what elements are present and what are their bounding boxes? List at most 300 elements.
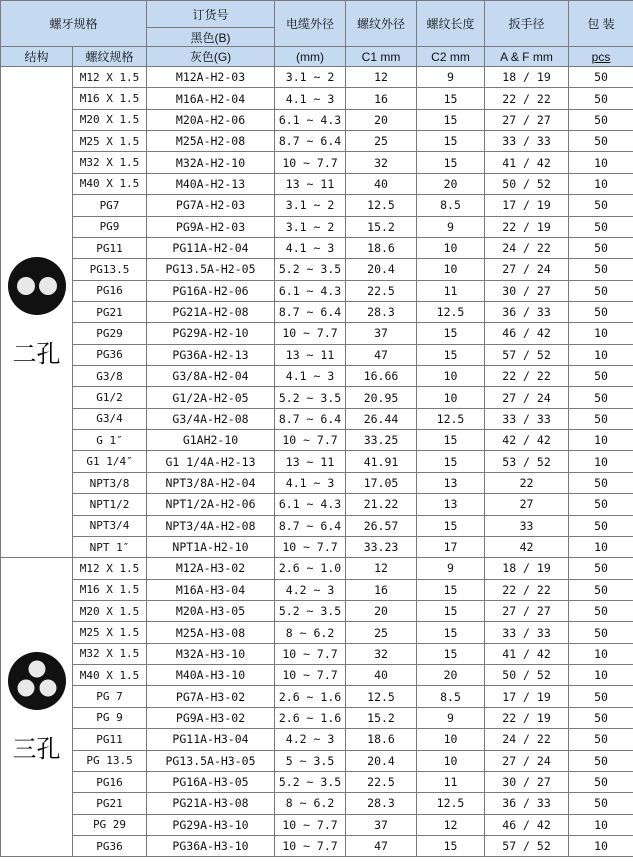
- table-row: [1, 665, 633, 686]
- packing-cell: 10: [569, 835, 633, 856]
- wrench-cell: 22 / 22: [485, 579, 569, 600]
- cable-od-cell: 4.1 ~ 3: [275, 237, 346, 258]
- order-no-header: 订货号: [147, 1, 275, 28]
- order-no-cell: M25A-H3-08: [147, 622, 275, 643]
- packing-cell: 50: [569, 472, 633, 493]
- thread-len-cell: 15: [417, 600, 485, 621]
- thread-spec-cell: PG29: [73, 323, 147, 344]
- thread-len-cell: 12.5: [417, 301, 485, 322]
- cable-od-cell: 5.2 ~ 3.5: [275, 259, 346, 280]
- thread-od-cell: 21.22: [346, 494, 417, 515]
- order-no-cell: PG9A-H2-03: [147, 216, 275, 237]
- thread-spec-cell: PG9: [73, 216, 147, 237]
- wrench-cell: 36 / 33: [485, 301, 569, 322]
- order-no-cell: PG29A-H3-10: [147, 814, 275, 835]
- thread-len-cell: 12.5: [417, 793, 485, 814]
- c2-header: C2 mm: [417, 47, 485, 67]
- order-no-cell: PG11A-H2-04: [147, 237, 275, 258]
- order-no-cell: M40A-H3-10: [147, 665, 275, 686]
- thread-od-cell: 32: [346, 643, 417, 664]
- order-no-cell: M32A-H3-10: [147, 643, 275, 664]
- order-no-cell: PG7A-H2-03: [147, 195, 275, 216]
- thread-od-cell: 40: [346, 173, 417, 194]
- table-row: [1, 237, 633, 258]
- thread-od-cell: 20.95: [346, 387, 417, 408]
- packing-cell: 10: [569, 665, 633, 686]
- wrench-cell: 22 / 22: [485, 366, 569, 387]
- thread-len-cell: 10: [417, 729, 485, 750]
- wrench-cell: 18 / 19: [485, 558, 569, 579]
- cable-od-cell: 2.6 ~ 1.0: [275, 558, 346, 579]
- cable-od-cell: 4.1 ~ 3: [275, 88, 346, 109]
- packing-header: 包 装: [569, 1, 633, 47]
- thread-len-cell: 15: [417, 515, 485, 536]
- black-header: 黑色(B): [147, 28, 275, 47]
- order-no-cell: G3/4A-H2-08: [147, 408, 275, 429]
- table-row: [1, 622, 633, 643]
- thread-od-cell: 28.3: [346, 793, 417, 814]
- cable-od-cell: 8.7 ~ 6.4: [275, 515, 346, 536]
- packing-cell: 50: [569, 558, 633, 579]
- thread-len-header: 螺纹长度: [417, 1, 485, 47]
- order-no-cell: M12A-H2-03: [147, 67, 275, 88]
- cable-od-cell: 2.6 ~ 1.6: [275, 707, 346, 728]
- thread-len-cell: 10: [417, 237, 485, 258]
- wrench-cell: 33: [485, 515, 569, 536]
- thread-spec-cell: G3/4: [73, 408, 147, 429]
- packing-cell: 50: [569, 88, 633, 109]
- cable-od-cell: 3.1 ~ 2: [275, 216, 346, 237]
- cable-od-cell: 10 ~ 7.7: [275, 152, 346, 173]
- order-no-cell: PG21A-H2-08: [147, 301, 275, 322]
- thread-od-cell: 22.5: [346, 280, 417, 301]
- table-row: [1, 515, 633, 536]
- order-no-cell: PG21A-H3-08: [147, 793, 275, 814]
- thread-od-cell: 12: [346, 67, 417, 88]
- thread-od-cell: 16: [346, 579, 417, 600]
- thread-spec-cell: PG 29: [73, 814, 147, 835]
- thread-spec-cell: PG7: [73, 195, 147, 216]
- thread-spec-cell: M25 X 1.5: [73, 622, 147, 643]
- thread-spec-cell: PG16: [73, 280, 147, 301]
- order-no-cell: PG9A-H3-02: [147, 707, 275, 728]
- structure-header: 结构: [1, 47, 73, 67]
- three-hole-icon: [6, 650, 68, 715]
- wrench-cell: 46 / 42: [485, 814, 569, 835]
- packing-cell: 50: [569, 387, 633, 408]
- table-row: [1, 344, 633, 365]
- thread-spec-cell: PG 7: [73, 686, 147, 707]
- cable-od-cell: 10 ~ 7.7: [275, 323, 346, 344]
- thread-od-cell: 37: [346, 814, 417, 835]
- order-no-cell: PG16A-H3-05: [147, 771, 275, 792]
- order-no-cell: M40A-H2-13: [147, 173, 275, 194]
- table-row: [1, 195, 633, 216]
- thread-len-cell: 15: [417, 109, 485, 130]
- wrench-cell: 24 / 22: [485, 237, 569, 258]
- wrench-cell: 22: [485, 472, 569, 493]
- thread-od-header: 螺纹外径: [346, 1, 417, 47]
- thread-spec-cell: PG21: [73, 301, 147, 322]
- thread-len-cell: 15: [417, 323, 485, 344]
- table-row: [1, 750, 633, 771]
- thread-od-cell: 41.91: [346, 451, 417, 472]
- thread-len-cell: 10: [417, 259, 485, 280]
- packing-cell: 50: [569, 793, 633, 814]
- table-row: [1, 280, 633, 301]
- table-row: [1, 814, 633, 835]
- thread-od-cell: 26.57: [346, 515, 417, 536]
- cable-od-cell: 5 ~ 3.5: [275, 750, 346, 771]
- order-no-cell: G1AH2-10: [147, 430, 275, 451]
- grey-header: 灰色(G): [147, 47, 275, 67]
- wrench-cell: 33 / 33: [485, 622, 569, 643]
- table-row: [1, 643, 633, 664]
- cable-od-cell: 13 ~ 11: [275, 451, 346, 472]
- cable-od-cell: 4.1 ~ 3: [275, 366, 346, 387]
- thread-spec-cell: NPT3/8: [73, 472, 147, 493]
- thread-len-cell: 15: [417, 622, 485, 643]
- cable-od-cell: 13 ~ 11: [275, 173, 346, 194]
- thread-spec-cell: PG13.5: [73, 259, 147, 280]
- thread-spec-cell: PG11: [73, 237, 147, 258]
- table-row: [1, 835, 633, 856]
- table-row: [1, 430, 633, 451]
- thread-spec-cell: PG36: [73, 344, 147, 365]
- wrench-cell: 33 / 33: [485, 131, 569, 152]
- thread-spec-cell: G3/8: [73, 366, 147, 387]
- header-row-3: [1, 47, 633, 67]
- packing-cell: 10: [569, 323, 633, 344]
- af-header: A & F mm: [485, 47, 569, 67]
- cable-od-cell: 5.2 ~ 3.5: [275, 771, 346, 792]
- packing-cell: 50: [569, 67, 633, 88]
- packing-cell: 10: [569, 643, 633, 664]
- wrench-cell: 24 / 22: [485, 729, 569, 750]
- table-row: [1, 109, 633, 130]
- order-no-cell: G3/8A-H2-04: [147, 366, 275, 387]
- wrench-cell: 42 / 42: [485, 430, 569, 451]
- order-no-cell: M16A-H2-04: [147, 88, 275, 109]
- thread-len-cell: 15: [417, 344, 485, 365]
- thread-spec-cell: PG 13.5: [73, 750, 147, 771]
- thread-len-cell: 11: [417, 280, 485, 301]
- wrench-cell: 27 / 24: [485, 750, 569, 771]
- thread-od-cell: 32: [346, 152, 417, 173]
- packing-cell: 50: [569, 259, 633, 280]
- thread-spec-cell: M16 X 1.5: [73, 88, 147, 109]
- table-row: [1, 323, 633, 344]
- packing-cell: 10: [569, 173, 633, 194]
- thread-od-cell: 12: [346, 558, 417, 579]
- wrench-cell: 50 / 52: [485, 173, 569, 194]
- order-no-cell: M16A-H3-04: [147, 579, 275, 600]
- wrench-cell: 50 / 52: [485, 665, 569, 686]
- thread-len-cell: 10: [417, 366, 485, 387]
- packing-cell: 50: [569, 280, 633, 301]
- packing-cell: 50: [569, 237, 633, 258]
- cable-od-cell: 8.7 ~ 6.4: [275, 131, 346, 152]
- wrench-cell: 57 / 52: [485, 344, 569, 365]
- thread-od-cell: 28.3: [346, 301, 417, 322]
- thread-spec-cell: PG11: [73, 729, 147, 750]
- wrench-cell: 41 / 42: [485, 643, 569, 664]
- cable-od-cell: 8 ~ 6.2: [275, 793, 346, 814]
- thread-od-cell: 25: [346, 622, 417, 643]
- thread-od-cell: 26.44: [346, 408, 417, 429]
- wrench-cell: 57 / 52: [485, 835, 569, 856]
- packing-cell: 50: [569, 686, 633, 707]
- wrench-cell: 17 / 19: [485, 686, 569, 707]
- thread-len-cell: 12: [417, 814, 485, 835]
- table-row: [1, 216, 633, 237]
- thread-od-cell: 47: [346, 835, 417, 856]
- table-row: [1, 259, 633, 280]
- packing-cell: 50: [569, 131, 633, 152]
- order-no-cell: G1/2A-H2-05: [147, 387, 275, 408]
- thread-len-cell: 9: [417, 67, 485, 88]
- order-no-cell: NPT1/2A-H2-06: [147, 494, 275, 515]
- wrench-cell: 30 / 27: [485, 771, 569, 792]
- thread-spec-cell: M12 X 1.5: [73, 558, 147, 579]
- table-row: [1, 600, 633, 621]
- packing-cell: 10: [569, 814, 633, 835]
- thread-spec-cell: M20 X 1.5: [73, 109, 147, 130]
- thread-spec-cell: NPT3/4: [73, 515, 147, 536]
- order-no-cell: M20A-H2-06: [147, 109, 275, 130]
- cable-od-cell: 6.1 ~ 4.3: [275, 109, 346, 130]
- cable-od-cell: 5.2 ~ 3.5: [275, 600, 346, 621]
- thread-od-cell: 12.5: [346, 686, 417, 707]
- cable-od-cell: 6.1 ~ 4.3: [275, 494, 346, 515]
- packing-cell: 50: [569, 494, 633, 515]
- thread-spec-cell: G1/2: [73, 387, 147, 408]
- order-no-cell: PG13.5A-H3-05: [147, 750, 275, 771]
- table-row: [1, 67, 633, 88]
- thread-spec-cell: M32 X 1.5: [73, 643, 147, 664]
- thread-len-cell: 10: [417, 750, 485, 771]
- order-no-cell: PG7A-H3-02: [147, 686, 275, 707]
- packing-cell: 10: [569, 451, 633, 472]
- thread-len-cell: 15: [417, 152, 485, 173]
- order-no-cell: PG36A-H2-13: [147, 344, 275, 365]
- thread-spec-cell: NPT1/2: [73, 494, 147, 515]
- packing-cell: 50: [569, 366, 633, 387]
- thread-len-cell: 20: [417, 665, 485, 686]
- thread-spec-cell: M32 X 1.5: [73, 152, 147, 173]
- packing-cell: 50: [569, 600, 633, 621]
- cable-od-cell: 4.1 ~ 3: [275, 472, 346, 493]
- thread-len-cell: 20: [417, 173, 485, 194]
- cable-od-cell: 8.7 ~ 6.4: [275, 301, 346, 322]
- thread-spec-cell: M40 X 1.5: [73, 665, 147, 686]
- table-row: [1, 536, 633, 557]
- cable-od-cell: 3.1 ~ 2: [275, 195, 346, 216]
- two-hole-icon: [6, 255, 68, 320]
- thread-od-cell: 12.5: [346, 195, 417, 216]
- thread-od-cell: 37: [346, 323, 417, 344]
- thread-len-cell: 13: [417, 472, 485, 493]
- cable-od-header: 电缆外径: [275, 1, 346, 47]
- structure-label: 二孔: [12, 340, 61, 369]
- wrench-cell: 27: [485, 494, 569, 515]
- thread-spec-cell: NPT 1″: [73, 536, 147, 557]
- table-row: [1, 558, 633, 579]
- table-row: [1, 301, 633, 322]
- cable-od-cell: 13 ~ 11: [275, 344, 346, 365]
- thread-od-cell: 20.4: [346, 259, 417, 280]
- order-no-cell: M20A-H3-05: [147, 600, 275, 621]
- table-row: [1, 494, 633, 515]
- cable-od-cell: 2.6 ~ 1.6: [275, 686, 346, 707]
- packing-cell: 50: [569, 515, 633, 536]
- thread-od-cell: 20: [346, 109, 417, 130]
- wrench-cell: 27 / 27: [485, 109, 569, 130]
- thread-od-cell: 40: [346, 665, 417, 686]
- table-row: [1, 131, 633, 152]
- thread-od-cell: 25: [346, 131, 417, 152]
- cable-od-cell: 5.2 ~ 3.5: [275, 387, 346, 408]
- thread-od-cell: 17.05: [346, 472, 417, 493]
- wrench-cell: 27 / 24: [485, 259, 569, 280]
- table-row: [1, 387, 633, 408]
- structure-cell: [1, 558, 73, 857]
- thread-len-cell: 15: [417, 835, 485, 856]
- order-no-cell: M32A-H2-10: [147, 152, 275, 173]
- wrench-cell: 27 / 27: [485, 600, 569, 621]
- order-no-cell: PG11A-H3-04: [147, 729, 275, 750]
- packing-cell: 50: [569, 707, 633, 728]
- thread-spec-cell: PG 9: [73, 707, 147, 728]
- packing-cell: 50: [569, 216, 633, 237]
- thread-spec-cell: M40 X 1.5: [73, 173, 147, 194]
- thread-spec-cell: PG21: [73, 793, 147, 814]
- cable-od-cell: 10 ~ 7.7: [275, 643, 346, 664]
- order-no-cell: M12A-H3-02: [147, 558, 275, 579]
- cable-od-cell: 4.2 ~ 3: [275, 729, 346, 750]
- thread-spec-cell: M16 X 1.5: [73, 579, 147, 600]
- packing-cell: 50: [569, 109, 633, 130]
- thread-spec-cell: PG36: [73, 835, 147, 856]
- table-row: [1, 771, 633, 792]
- thread-od-cell: 16.66: [346, 366, 417, 387]
- thread-len-cell: 15: [417, 430, 485, 451]
- thread-spec-cell: G1 1/4″: [73, 451, 147, 472]
- wrench-cell: 22 / 22: [485, 88, 569, 109]
- table-row: [1, 793, 633, 814]
- wrench-cell: 33 / 33: [485, 408, 569, 429]
- order-no-cell: NPT3/8A-H2-04: [147, 472, 275, 493]
- table-row: [1, 686, 633, 707]
- header-row-1: [1, 1, 633, 28]
- thread-len-cell: 9: [417, 216, 485, 237]
- wrench-cell: 22 / 19: [485, 216, 569, 237]
- packing-cell: 50: [569, 195, 633, 216]
- wrench-cell: 27 / 24: [485, 387, 569, 408]
- order-no-cell: PG29A-H2-10: [147, 323, 275, 344]
- wrench-cell: 18 / 19: [485, 67, 569, 88]
- table-row: [1, 152, 633, 173]
- packing-cell: 10: [569, 152, 633, 173]
- thread-len-cell: 10: [417, 387, 485, 408]
- thread-spec-group-header: 螺牙规格: [1, 1, 147, 47]
- order-no-cell: NPT3/4A-H2-08: [147, 515, 275, 536]
- thread-len-cell: 15: [417, 131, 485, 152]
- table-row: [1, 579, 633, 600]
- order-no-cell: PG36A-H3-10: [147, 835, 275, 856]
- thread-spec-cell: PG16: [73, 771, 147, 792]
- thread-od-cell: 20: [346, 600, 417, 621]
- packing-cell: 50: [569, 622, 633, 643]
- order-no-cell: PG16A-H2-06: [147, 280, 275, 301]
- cable-od-cell: 10 ~ 7.7: [275, 536, 346, 557]
- thread-len-cell: 15: [417, 579, 485, 600]
- packing-cell: 10: [569, 344, 633, 365]
- thread-len-cell: 12.5: [417, 408, 485, 429]
- table-row: [1, 366, 633, 387]
- table-row: [1, 88, 633, 109]
- cable-od-cell: 6.1 ~ 4.3: [275, 280, 346, 301]
- thread-spec-cell: G 1″: [73, 430, 147, 451]
- thread-len-cell: 15: [417, 451, 485, 472]
- order-no-cell: M25A-H2-08: [147, 131, 275, 152]
- wrench-header: 扳手径: [485, 1, 569, 47]
- thread-len-cell: 15: [417, 643, 485, 664]
- table-row: [1, 729, 633, 750]
- thread-len-cell: 13: [417, 494, 485, 515]
- wrench-cell: 36 / 33: [485, 793, 569, 814]
- cable-od-cell: 10 ~ 7.7: [275, 430, 346, 451]
- wrench-cell: 22 / 19: [485, 707, 569, 728]
- cable-od-cell: 8.7 ~ 6.4: [275, 408, 346, 429]
- c1-header: C1 mm: [346, 47, 417, 67]
- thread-len-cell: 9: [417, 558, 485, 579]
- pcs-header: pcs: [569, 47, 633, 67]
- thread-od-cell: 18.6: [346, 729, 417, 750]
- cable-od-cell: 3.1 ~ 2: [275, 67, 346, 88]
- thread-od-cell: 33.23: [346, 536, 417, 557]
- thread-od-cell: 33.25: [346, 430, 417, 451]
- table-row: [1, 707, 633, 728]
- structure-label: 三孔: [12, 735, 61, 764]
- thread-len-cell: 11: [417, 771, 485, 792]
- order-no-cell: G1 1/4A-H2-13: [147, 451, 275, 472]
- wrench-cell: 42: [485, 536, 569, 557]
- unit-mm-header: (mm): [275, 47, 346, 67]
- table-body: [1, 67, 633, 857]
- thread-len-cell: 17: [417, 536, 485, 557]
- packing-cell: 50: [569, 579, 633, 600]
- wrench-cell: 46 / 42: [485, 323, 569, 344]
- thread-od-cell: 15.2: [346, 216, 417, 237]
- cable-od-cell: 10 ~ 7.7: [275, 835, 346, 856]
- thread-spec-cell: M20 X 1.5: [73, 600, 147, 621]
- table-row: [1, 408, 633, 429]
- cable-od-cell: 10 ~ 7.7: [275, 665, 346, 686]
- cable-od-cell: 8 ~ 6.2: [275, 622, 346, 643]
- thread-od-cell: 22.5: [346, 771, 417, 792]
- wrench-cell: 41 / 42: [485, 152, 569, 173]
- packing-cell: 10: [569, 430, 633, 451]
- packing-cell: 50: [569, 301, 633, 322]
- table-row: [1, 451, 633, 472]
- thread-len-cell: 15: [417, 88, 485, 109]
- thread-od-cell: 18.6: [346, 237, 417, 258]
- packing-cell: 10: [569, 536, 633, 557]
- order-no-cell: NPT1A-H2-10: [147, 536, 275, 557]
- thread-od-cell: 15.2: [346, 707, 417, 728]
- thread-spec-header: 螺纹规格: [73, 47, 147, 67]
